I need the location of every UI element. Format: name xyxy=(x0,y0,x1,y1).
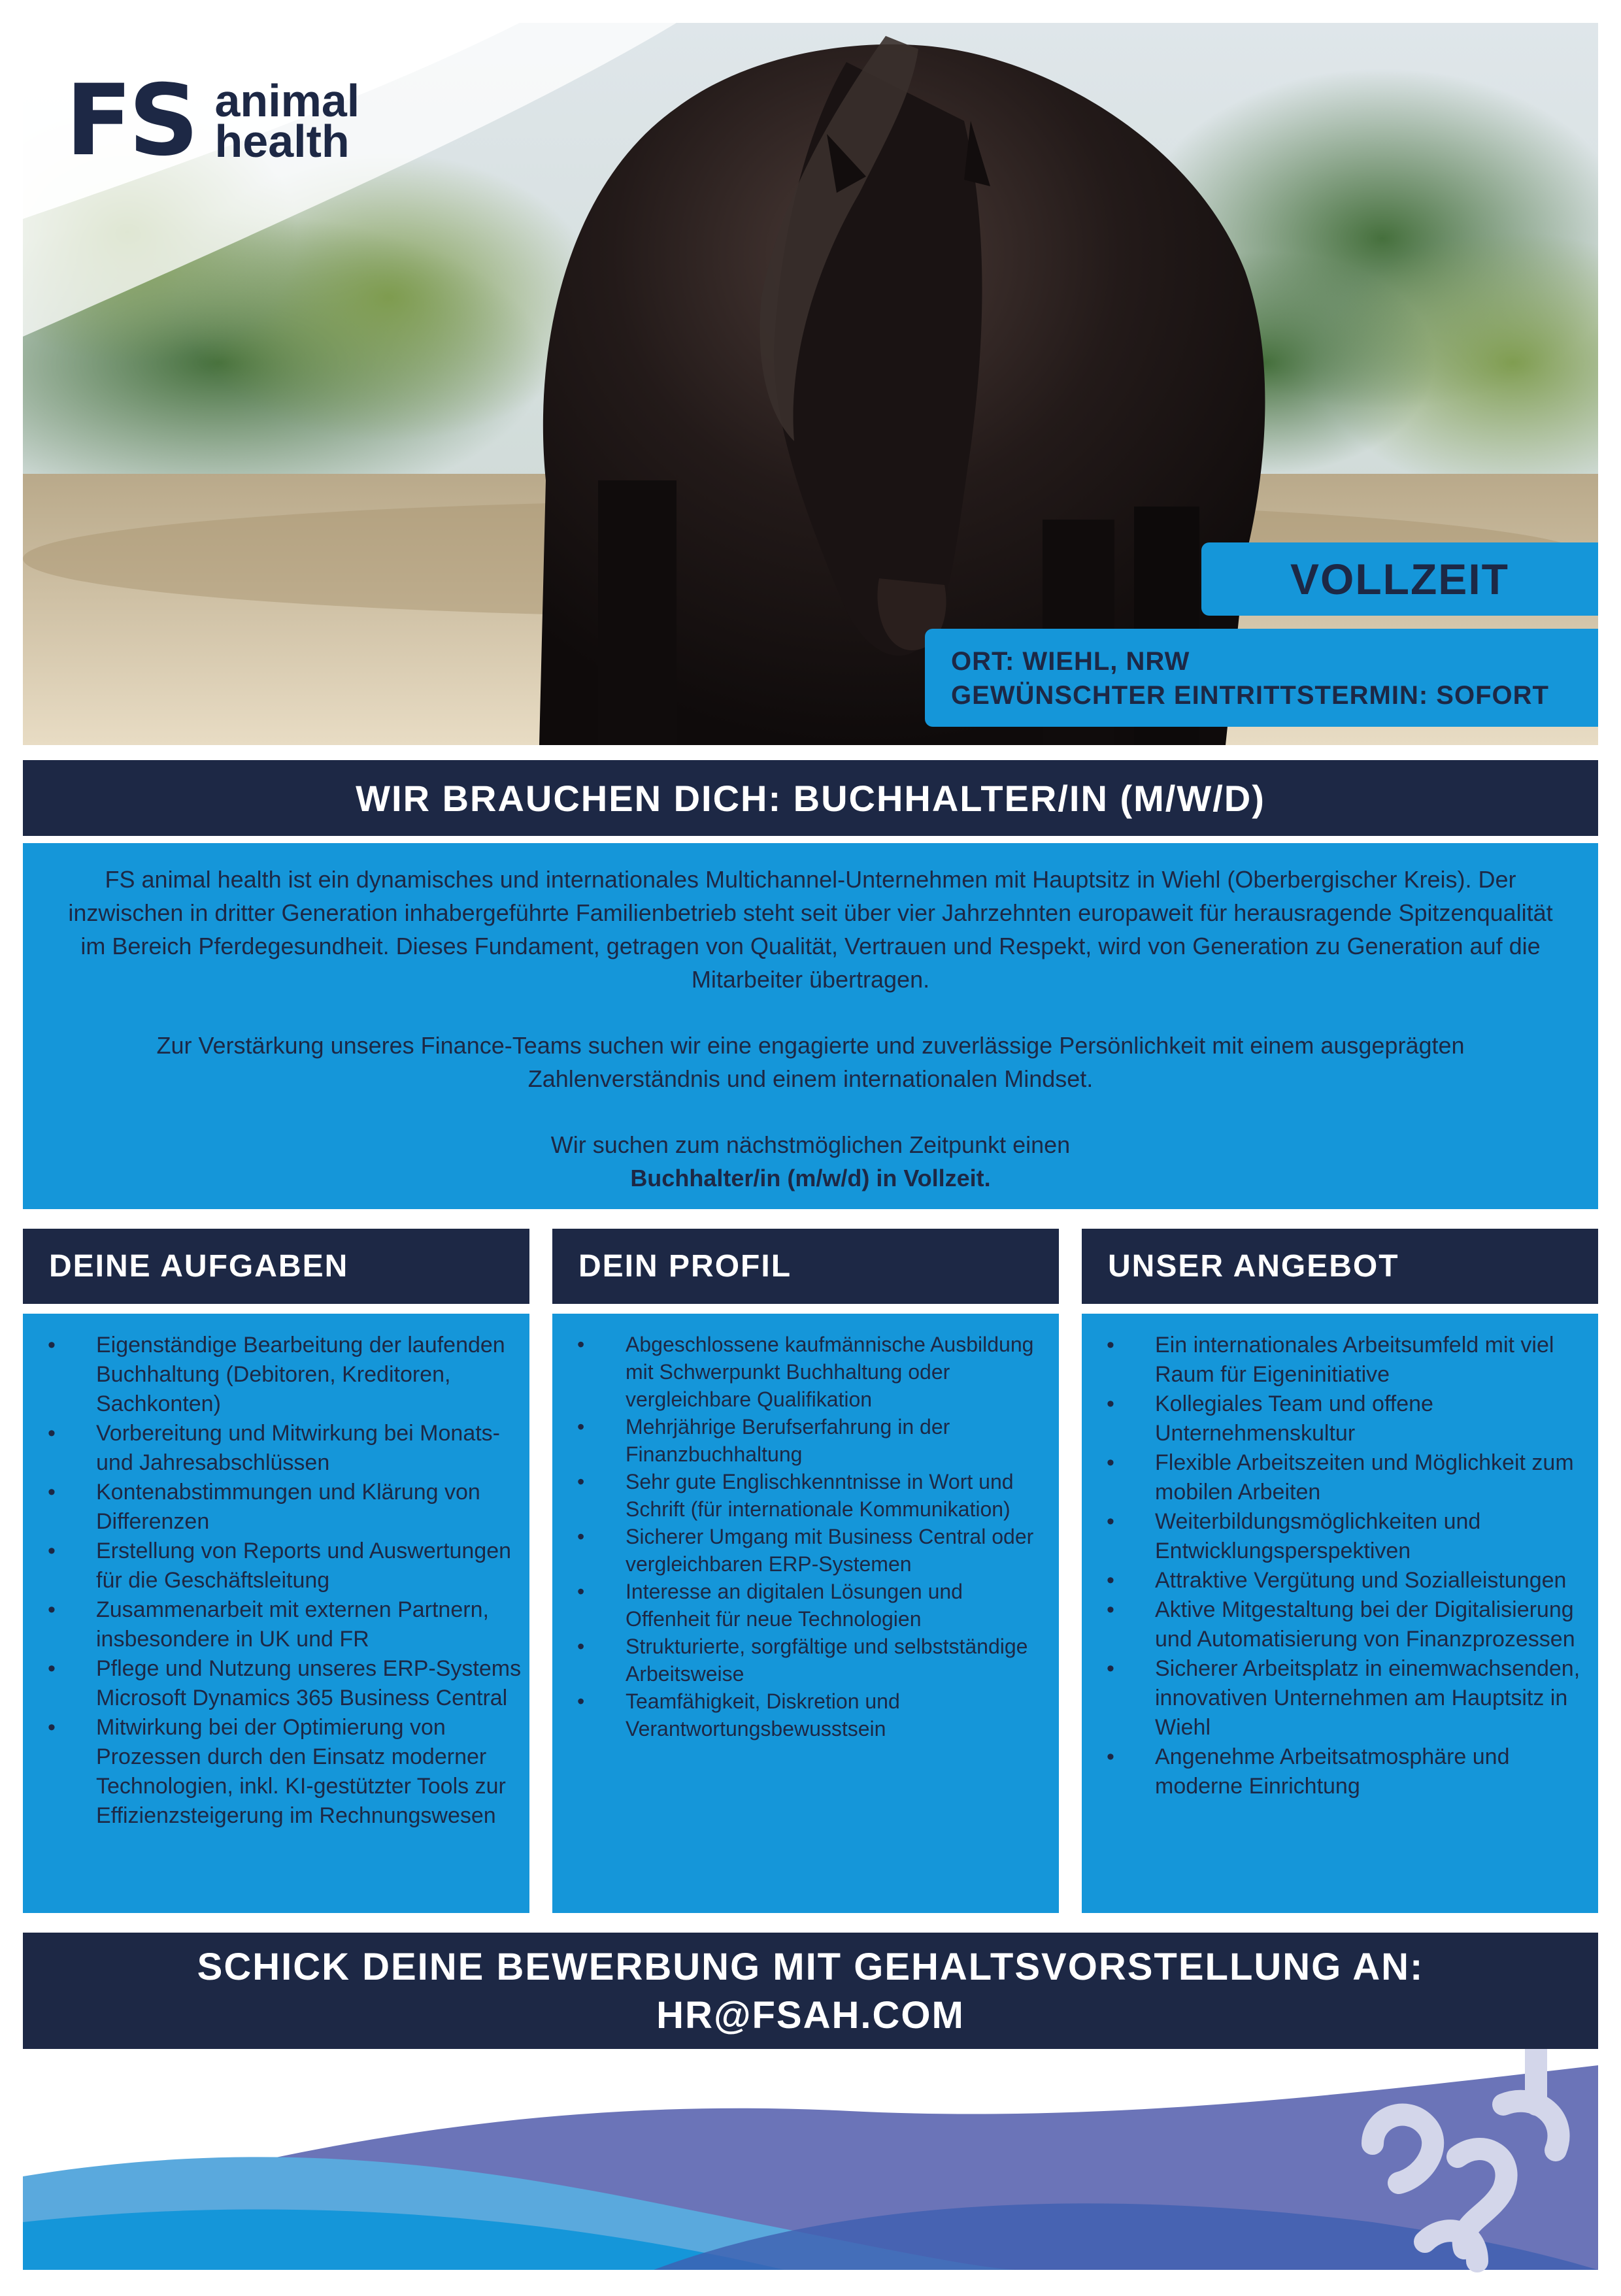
intro-paragraph-3-line1: Wir suchen zum nächstmöglichen Zeitpunkt einen xyxy=(550,1131,1071,1158)
list-item: • Interesse an digitalen Lösungen und Offenheit für neue Technologien xyxy=(577,1578,1052,1633)
offer-heading: UNSER ANGEBOT xyxy=(1082,1229,1598,1304)
list-item: • Flexible Arbeitszeiten und Möglichkeit zum mobilen Arbeiten xyxy=(1107,1448,1592,1507)
list-item: • Kontenabstimmungen und Klärung von Differenzen xyxy=(48,1478,523,1537)
list-item: • Aktive Mitgestaltung bei der Digitalisierung und Automatisierung von Finanzprozessen xyxy=(1107,1595,1592,1654)
list-item: • Ein internationales Arbeitsumfeld mit viel Raum für Eigeninitiative xyxy=(1107,1331,1592,1389)
apply-bar xyxy=(23,1933,1598,2049)
logo-text-line2: health xyxy=(214,116,350,167)
list-item: • Abgeschlossene kaufmännische Ausbildung mit Schwerpunkt Buchhaltung oder vergleichbare Qualifikation xyxy=(577,1331,1052,1413)
employment-type-badge: VOLLZEIT xyxy=(1201,542,1598,616)
list-item: • Angenehme Arbeitsatmosphäre und moderne Einrichtung xyxy=(1107,1742,1592,1801)
list-item: • Mitwirkung bei der Optimierung von Prozessen durch den Einsatz moderner Technologien, inkl. KI-gestützter Tools zur Effizienzsteigerung im Rechnungswesen xyxy=(48,1713,523,1831)
list-item: • Sehr gute Englischkenntnisse in Wort und Schrift (für internationale Kommunikation) xyxy=(577,1468,1052,1523)
list-item: • Eigenständige Bearbeitung der laufenden Buchhaltung (Debitoren, Kreditoren, Sachkonten) xyxy=(48,1331,523,1419)
intro-paragraph-1: FS animal health ist ein dynamisches und internationales Multichannel-Unternehmen mit Hauptsitz in Wiehl (Oberbergischer Kreis). Der inzwischen in dritter Generation inhabergeführte Familienbetrieb steht seit über vier Jahrzehnten europaweit für herausragende Spitzenqualität im Bereich Pferdegesundheit. Dieses Fundament, getragen von Qualität, Vertrauen und Respekt, wird von Generation zu Generation auf die Mitarbeiter übertragen. xyxy=(68,866,1553,993)
start-date-text: GEWÜNSCHTER EINTRITTSTERMIN: SOFORT xyxy=(951,681,1549,710)
apply-instruction: SCHICK DEINE BEWERBUNG MIT GEHALTSVORSTELLUNG AN: xyxy=(197,1946,1424,1988)
job-title-bar: WIR BRAUCHEN DICH: BUCHHALTER/IN (M/W/D) xyxy=(23,760,1598,836)
logo-text xyxy=(214,75,360,167)
tasks-list xyxy=(23,1314,529,1913)
intro-section xyxy=(23,843,1598,1209)
offer-list xyxy=(1082,1314,1598,1913)
list-item: • Zusammenarbeit mit externen Partnern, insbesondere in UK und FR xyxy=(48,1595,523,1654)
logo-text-line1: animal xyxy=(214,75,360,126)
logo-mark: FS xyxy=(65,64,195,178)
list-item: • Weiterbildungsmöglichkeiten und Entwicklungsperspektiven xyxy=(1107,1507,1592,1566)
intro-paragraph-2: Zur Verstärkung unseres Finance-Teams suchen wir eine engagierte und zuverlässige Persönlichkeit mit einem ausgeprägten Zahlenverständnis und einem internationalen Mindset. xyxy=(156,1032,1465,1092)
decorative-waves xyxy=(0,2026,1621,2293)
list-item: • Teamfähigkeit, Diskretion und Verantwortungsbewusstsein xyxy=(577,1688,1052,1742)
list-item: • Kollegiales Team und offene Unternehmenskultur xyxy=(1107,1389,1592,1448)
apply-email-link[interactable]: HR@FSAH.COM xyxy=(656,1994,965,2037)
intro-paragraph-3-line2: Buchhalter/in (m/w/d) in Vollzeit. xyxy=(630,1165,991,1191)
location-text: ORT: WIEHL, NRW xyxy=(951,647,1190,676)
brand-logo xyxy=(65,64,360,178)
profile-heading: DEIN PROFIL xyxy=(552,1229,1059,1304)
list-item: • Mehrjährige Berufserfahrung in der Finanzbuchhaltung xyxy=(577,1413,1052,1468)
list-item: • Erstellung von Reports und Auswertungen für die Geschäftsleitung xyxy=(48,1537,523,1595)
tasks-heading: DEINE AUFGABEN xyxy=(23,1229,529,1304)
list-item: • Sicherer Arbeitsplatz in einemwachsenden, innovativen Unternehmen am Hauptsitz in Wiehl xyxy=(1107,1654,1592,1742)
list-item: • Sicherer Umgang mit Business Central oder vergleichbaren ERP-Systemen xyxy=(577,1523,1052,1578)
list-item: • Pflege und Nutzung unseres ERP-Systems Microsoft Dynamics 365 Business Central xyxy=(48,1654,523,1713)
location-badge xyxy=(925,629,1598,727)
profile-list xyxy=(552,1314,1059,1913)
list-item: • Strukturierte, sorgfältige und selbstständige Arbeitsweise xyxy=(577,1633,1052,1688)
list-item: • Vorbereitung und Mitwirkung bei Monats- und Jahresabschlüssen xyxy=(48,1419,523,1478)
list-item: • Attraktive Vergütung und Sozialleistungen xyxy=(1107,1566,1592,1595)
